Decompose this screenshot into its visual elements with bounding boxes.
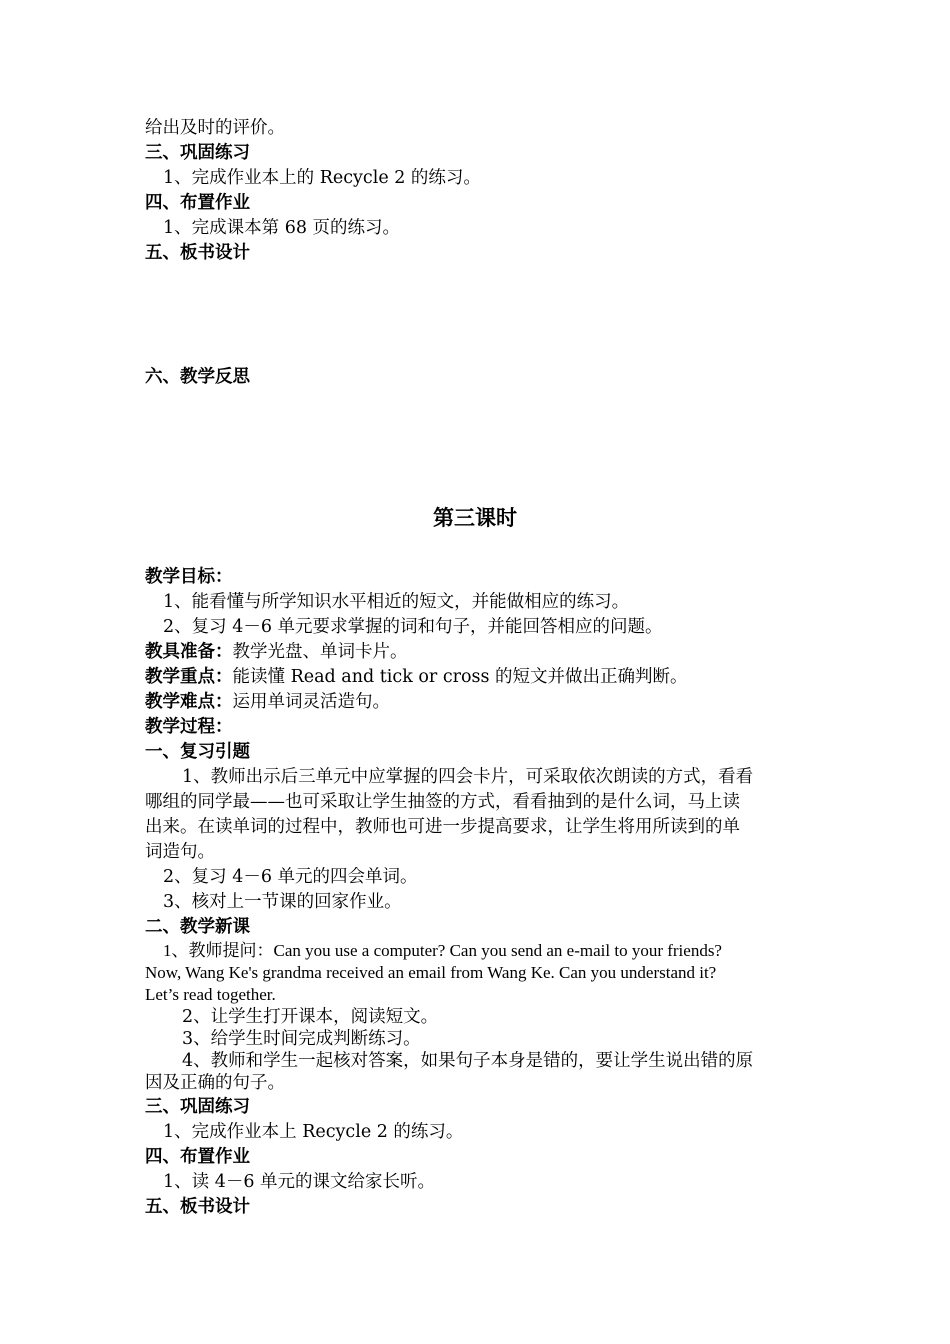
section-heading-homework: 四、布置作业 <box>145 193 250 213</box>
paragraph-line: 词造句。 <box>145 842 215 862</box>
list-item: 2、让学生打开课本，阅读短文。 <box>182 1007 439 1027</box>
prep-line <box>145 641 810 663</box>
section-heading-board: 五、板书设计 <box>145 243 250 263</box>
lesson-title: 第三课时 <box>433 506 517 530</box>
list-item: 3、核对上一节课的回家作业。 <box>163 892 402 912</box>
prep-label: 教具准备： <box>145 642 233 662</box>
section-heading-reflection: 六、教学反思 <box>145 367 250 387</box>
difficulty-label: 教学难点： <box>145 692 233 712</box>
paragraph-line: 给出及时的评价。 <box>145 118 285 138</box>
process-label: 教学过程： <box>145 717 233 737</box>
key-text: 能读懂 Read and tick or cross 的短文并做出正确判断。 <box>232 667 688 687</box>
section-heading-homework: 四、布置作业 <box>145 1147 250 1167</box>
list-item: 2、复习 4－6 单元要求掌握的词和句子，并能回答相应的问题。 <box>163 617 663 637</box>
section-heading-practice: 三、巩固练习 <box>145 1097 250 1117</box>
paragraph-line: Now, Wang Ke's grandma received an email from Wang Ke. Can you understand it? <box>145 963 717 982</box>
difficulty-text: 运用单词灵活造句。 <box>232 692 390 712</box>
list-item: 1、完成课本第 68 页的练习。 <box>163 218 401 238</box>
list-item: 1、完成作业本上的 Recycle 2 的练习。 <box>163 168 481 188</box>
paragraph-line: 4、教师和学生一起核对答案，如果句子本身是错的，要让学生说出错的原 <box>182 1051 754 1071</box>
paragraph-line: 1、教师出示后三单元中应掌握的四会卡片，可采取依次朗读的方式，看看 <box>182 767 754 787</box>
prep-text: 教学光盘、单词卡片。 <box>232 642 408 662</box>
list-item: 1、能看懂与所学知识水平相近的短文，并能做相应的练习。 <box>163 592 630 612</box>
key-label: 教学重点： <box>145 667 233 687</box>
section-heading-board: 五、板书设计 <box>145 1197 250 1217</box>
paragraph-line: 哪组的同学最——也可采取让学生抽签的方式，看看抽到的是什么词，马上读 <box>145 792 740 812</box>
section-heading-review: 一、复习引题 <box>145 742 250 762</box>
list-item: 3、给学生时间完成判断练习。 <box>182 1029 421 1049</box>
paragraph-line: 因及正确的句子。 <box>145 1073 285 1093</box>
paragraph-line: 1、教师提问：Can you use a computer? Can you send an e-mail to your friends? <box>163 941 722 960</box>
paragraph-line: Let’s read together. <box>145 985 276 1004</box>
difficulty-line <box>145 691 810 713</box>
list-item: 2、复习 4－6 单元的四会单词。 <box>163 867 418 887</box>
goals-label: 教学目标： <box>145 567 233 587</box>
key-line <box>145 666 810 688</box>
section-heading-new-lesson: 二、教学新课 <box>145 917 250 937</box>
paragraph-line: 出来。在读单词的过程中，教师也可进一步提高要求，让学生将用所读到的单 <box>145 817 740 837</box>
list-item: 1、读 4－6 单元的课文给家长听。 <box>163 1172 436 1192</box>
list-item: 1、完成作业本上 Recycle 2 的练习。 <box>163 1122 464 1142</box>
section-heading-practice: 三、巩固练习 <box>145 143 250 163</box>
